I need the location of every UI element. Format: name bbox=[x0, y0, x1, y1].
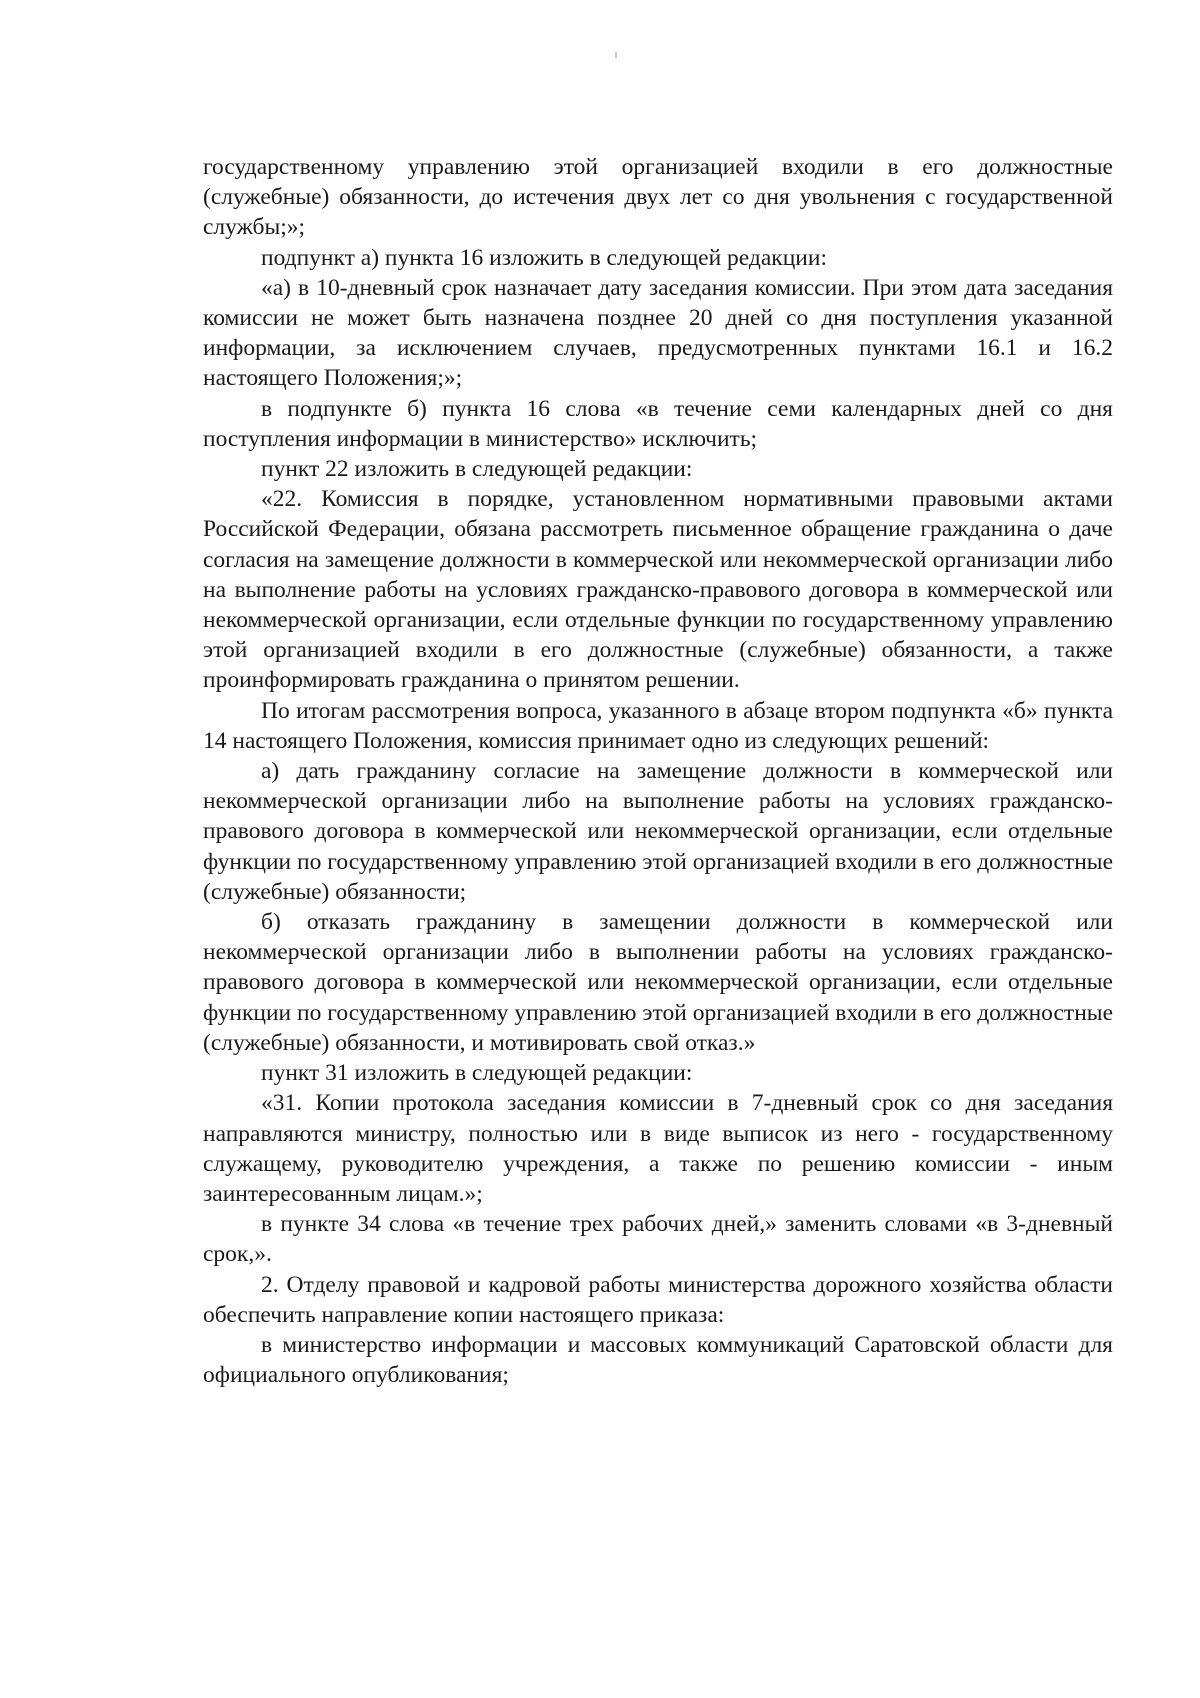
paragraph-continuation: государственному управлению этой организацией входили в его должностные (служебные) обязанности, до истечения двух лет со дня увольнения с государственной службы;»; bbox=[203, 154, 1113, 241]
paragraph-item-31-text: «31. Копии протокола заседания комиссии в 7-дневный срок со дня заседания направляются министру, полностью или в виде выписок из него - государственному служащему, руководителю учреждения, а также по решению комиссии - иным заинтересованным лицам.»; bbox=[203, 1090, 1113, 1207]
paragraph-item-22-text: «22. Комиссия в порядке, установленном нормативными правовыми актами Российской Федерации, обязана рассмотреть письменное обращение гражданина о даче согласия на замещение должности в коммерческой или некоммерческой организации либо на выполнение работы на условиях гражданско-правового договора в коммерческой или некоммерческой организации, если отдельные функции по государственному управлению этой организацией входили в его должностные (служебные) обязанности, а также проинформировать гражданина о принятом решении. bbox=[203, 486, 1113, 694]
paragraph-subitem-a-text: «а) в 10-дневный срок назначает дату заседания комиссии. При этом дата заседания комиссии не может быть назначена позднее 20 дней со дня поступления указанной информации, за исключением случаев, предусмотренных пунктами 16.1 и 16.2 настоящего Положения;»; bbox=[203, 274, 1113, 392]
paragraph-subitem-b-16: в подпункте б) пункта 16 слова «в течение семи календарных дней со дня поступления информации в министерство» исключить; bbox=[203, 395, 1113, 452]
paragraph-order-2: 2. Отделу правовой и кадровой работы министерства дорожного хозяйства области обеспечить направление копии настоящего приказа: bbox=[203, 1271, 1113, 1328]
paragraph-subitem-a-16: подпункт а) пункта 16 изложить в следующей редакции: bbox=[261, 244, 827, 271]
document-body bbox=[203, 152, 1113, 1390]
paragraph-item-22: пункт 22 изложить в следующей редакции: bbox=[261, 456, 693, 483]
scan-speck bbox=[615, 52, 617, 58]
paragraph-decision-a: а) дать гражданину согласие на замещение должности в коммерческой или некоммерческой организации либо на выполнение работы на условиях гражданско-правового договора в коммерческой или некоммерческой организации, если отдельные функции по государственному управлению этой организацией входили в его должностные (служебные) обязанности; bbox=[203, 758, 1113, 905]
paragraph-decision-b: б) отказать гражданину в замещении должности в коммерческой или некоммерческой организации либо в выполнении работы на условиях гражданско-правового договора в коммерческой или некоммерческой организации, если отдельные функции по государственному управлению этой организацией входили в его должностные (служебные) обязанности, и мотивировать свой отказ.» bbox=[203, 909, 1113, 1056]
paragraph-results: По итогам рассмотрения вопроса, указанного в абзаце втором подпункта «б» пункта 14 настоящего Положения, комиссия принимает одно из следующих решений: bbox=[203, 697, 1113, 754]
paragraph-item-31: пункт 31 изложить в следующей редакции: bbox=[261, 1060, 693, 1087]
paragraph-publication: в министерство информации и массовых коммуникаций Саратовской области для официального опубликования; bbox=[203, 1331, 1113, 1389]
paragraph-item-34: в пункте 34 слова «в течение трех рабочих дней,» заменить словами «в 3-дневный срок,». bbox=[203, 1211, 1113, 1268]
